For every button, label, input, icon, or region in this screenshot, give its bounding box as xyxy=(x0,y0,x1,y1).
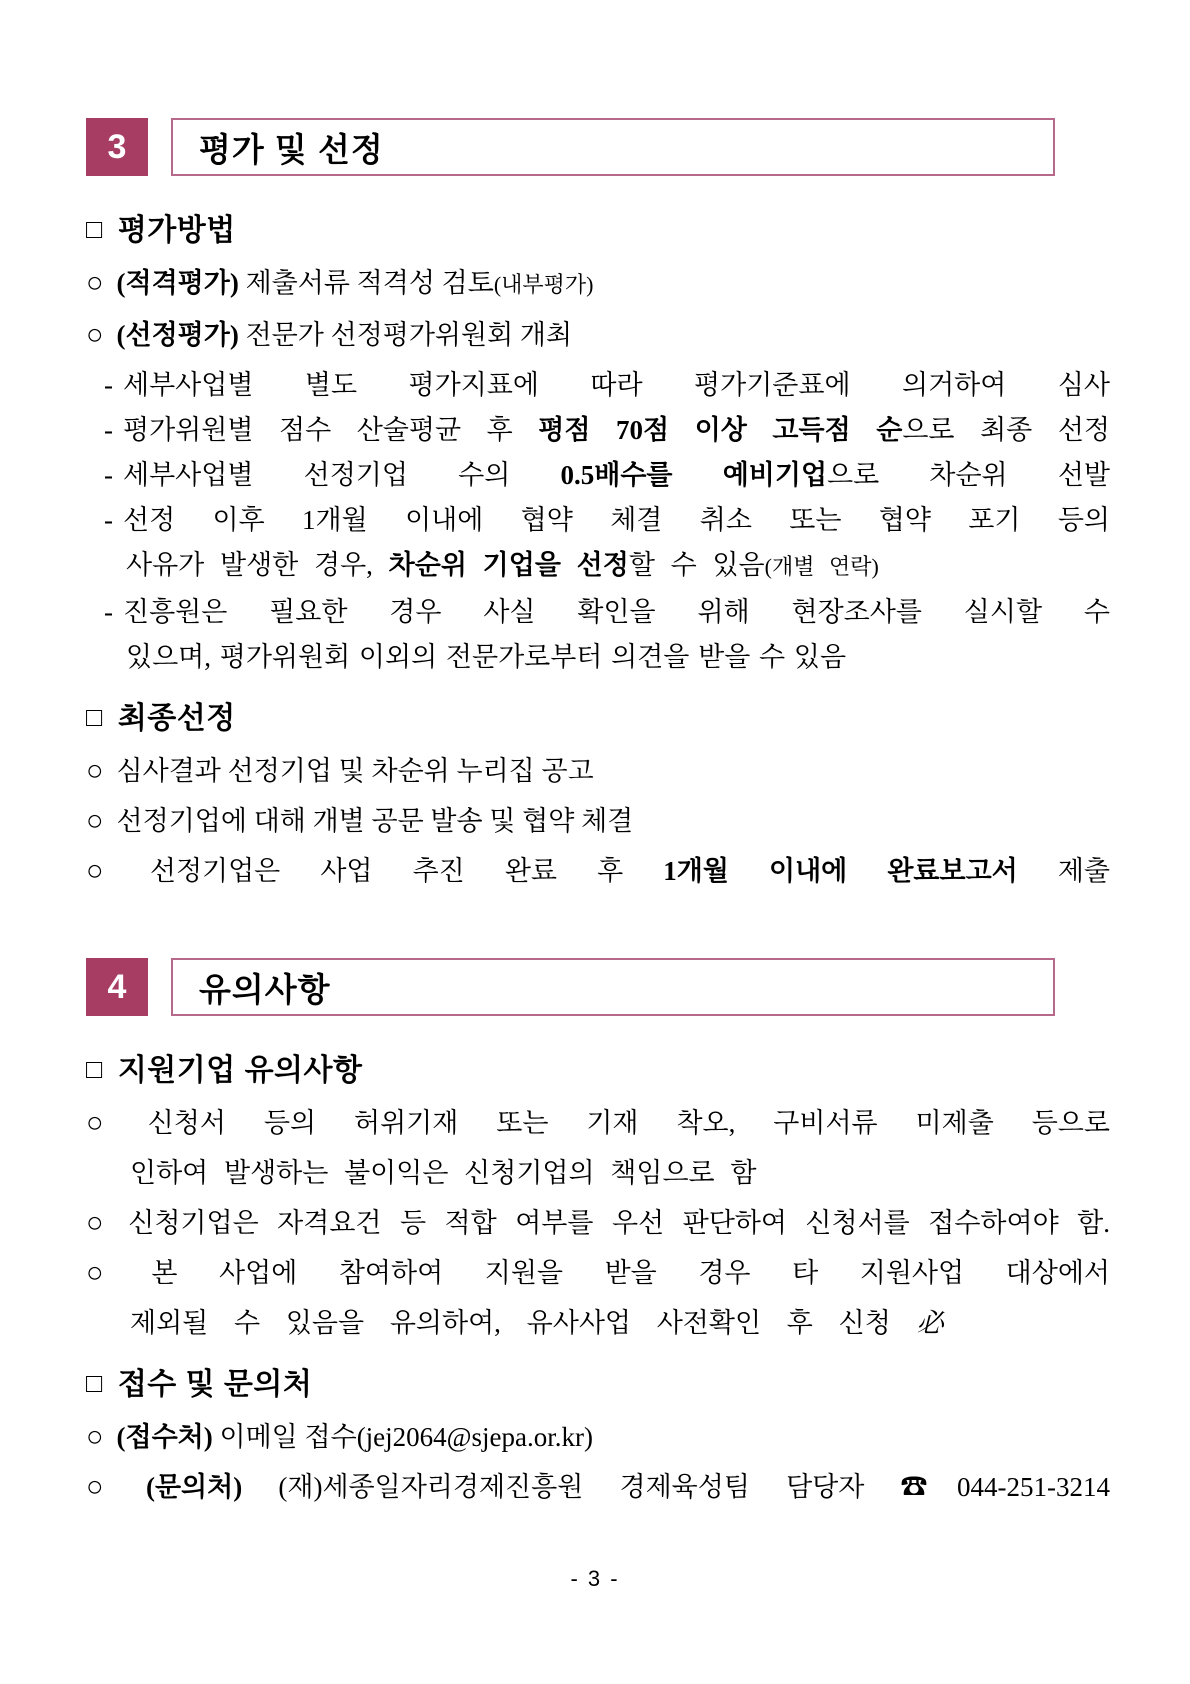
dash-bullet-icon: - xyxy=(104,415,113,445)
circle-bullet-icon: ○ xyxy=(86,1257,139,1289)
item-bold-text: 0.5배수를 예비기업 xyxy=(560,460,828,490)
item-text: 평가위원별 점수 산술평균 후 xyxy=(123,415,539,445)
square-marker-icon: □ xyxy=(86,1054,103,1084)
circle-bullet-icon: ○ xyxy=(86,855,137,887)
section4-header xyxy=(86,958,1110,1016)
list-item-receipt xyxy=(86,1420,1110,1454)
list-item-announce xyxy=(86,754,1110,788)
item-text: 심사결과 선정기업 및 차순위 누리집 공고 xyxy=(116,756,594,786)
section-title: 평가 및 선정 xyxy=(199,130,384,168)
item-bold-text: 평점 70점 이상 고득점 순 xyxy=(538,415,903,445)
subsection-heading-label: 지원기업 유의사항 xyxy=(117,1054,363,1087)
section-title-box xyxy=(171,118,1055,176)
dash-bullet-icon: - xyxy=(104,505,113,535)
list-item-sitecheck-line2 xyxy=(86,640,1110,674)
item-bold-text: 차순위 기업을 선정 xyxy=(388,550,629,580)
item-bold-label: (접수처) xyxy=(116,1422,213,1452)
circle-bullet-icon: ○ xyxy=(86,1207,116,1239)
subsection-heading-label: 접수 및 문의처 xyxy=(117,1368,313,1401)
item-small-note: (개별 연락) xyxy=(764,554,879,579)
circle-bullet-icon: ○ xyxy=(86,267,104,299)
page-number: - 3 - xyxy=(570,1566,620,1591)
section3-header xyxy=(86,118,1110,176)
item-text: 으로 최종 선정 xyxy=(902,415,1110,445)
item-text: 으로 차순위 선발 xyxy=(827,460,1111,490)
subsection-heading-company-notes xyxy=(86,1052,1110,1090)
subsection-heading-label: 평가방법 xyxy=(117,214,236,247)
item-text: 진흥원은 필요한 경우 사실 확인을 위해 현장조사를 실시할 수 xyxy=(123,597,1110,627)
list-item-suitability-eval xyxy=(86,266,1110,302)
list-item-score xyxy=(86,413,1110,447)
subsection-heading-contact xyxy=(86,1366,1110,1404)
item-bold-label: (문의처) xyxy=(145,1472,243,1502)
item-text: 선정기업은 사업 추진 완료 후 xyxy=(149,856,664,886)
dash-bullet-icon: - xyxy=(104,597,113,627)
square-marker-icon: □ xyxy=(86,702,103,732)
circle-bullet-icon: ○ xyxy=(86,1471,133,1503)
circle-bullet-icon: ○ xyxy=(86,755,104,787)
list-item-selection-eval xyxy=(86,318,1110,352)
dash-bullet-icon: - xyxy=(104,370,113,400)
phone-number: 044-251-3214 xyxy=(957,1472,1110,1502)
subsection-heading-final-selection xyxy=(86,700,1110,738)
item-small-note: (내부평가) xyxy=(493,272,594,297)
section-number-badge: 4 xyxy=(86,958,148,1016)
list-item-cancel-line2 xyxy=(86,548,1110,584)
list-item-other-programs-line2 xyxy=(86,1306,1110,1340)
item-text: 제출서류 적격성 검토 xyxy=(238,268,494,298)
item-text: 세부사업별 별도 평가지표에 따라 평가기준표에 의거하여 심사 xyxy=(123,370,1110,400)
item-text: 인하여 발생하는 불이익은 신청기업의 책임으로 함 xyxy=(130,1158,757,1188)
item-text: 선정기업에 대해 개별 공문 발송 및 협약 체결 xyxy=(116,806,634,836)
email-text: (jej2064@sjepa.or.kr) xyxy=(356,1422,593,1452)
item-text: 신청서 등의 허위기재 또는 기재 착오, 구비서류 미제출 등으로 xyxy=(147,1108,1110,1138)
item-text: 사유가 발생한 경우, xyxy=(126,550,389,580)
item-text: 할 수 있음 xyxy=(628,550,765,580)
item-italic-text: 必 xyxy=(916,1308,944,1338)
list-item-false-entry-line2 xyxy=(86,1156,1110,1190)
list-item-sitecheck-line1 xyxy=(86,595,1110,629)
item-text: 선정 이후 1개월 이내에 협약 체결 취소 또는 협약 포기 등의 xyxy=(123,505,1110,535)
subsection-heading-eval-method xyxy=(86,212,1110,250)
list-item-cancel-line1 xyxy=(86,503,1110,537)
square-marker-icon: □ xyxy=(86,1368,103,1398)
circle-bullet-icon: ○ xyxy=(86,1107,135,1139)
item-text: 세부사업별 선정기업 수의 xyxy=(123,460,561,490)
section-title-box xyxy=(171,958,1055,1016)
list-item-eligibility xyxy=(86,1206,1110,1240)
phone-icon: ☎ xyxy=(900,1472,957,1502)
square-marker-icon: □ xyxy=(86,214,103,244)
item-text: 있으며, 평가위원회 이외의 전문가로부터 의견을 받을 수 있음 xyxy=(126,642,847,672)
list-item-reserve xyxy=(86,458,1110,492)
list-item-other-programs-line1 xyxy=(86,1256,1110,1290)
list-item-report xyxy=(86,854,1110,888)
item-text: 제출 xyxy=(1017,856,1110,886)
circle-bullet-icon: ○ xyxy=(86,319,104,351)
circle-bullet-icon: ○ xyxy=(86,805,104,837)
item-bold-label: (선정평가) xyxy=(116,320,239,350)
section-number-badge: 3 xyxy=(86,118,148,176)
dash-bullet-icon: - xyxy=(104,460,113,490)
item-text: 본 사업에 참여하여 지원을 받을 경우 타 지원사업 대상에서 xyxy=(151,1258,1110,1288)
item-bold-text: 1개월 이내에 완료보고서 xyxy=(663,856,1018,886)
list-item-criteria xyxy=(86,368,1110,402)
item-text: 신청기업은 자격요건 등 적합 여부를 우선 판단하여 신청서를 접수하여야 함. xyxy=(128,1208,1110,1238)
list-item-agreement xyxy=(86,804,1110,838)
item-text: 이메일 접수 xyxy=(212,1422,357,1452)
item-text: (재)세종일자리경제진흥원 경제육성팀 담당자 xyxy=(242,1472,901,1502)
list-item-inquiry xyxy=(86,1470,1110,1504)
section-title: 유의사항 xyxy=(199,970,331,1008)
subsection-heading-label: 최종선정 xyxy=(117,702,236,735)
item-text: 제외될 수 있음을 유의하여, 유사사업 사전확인 후 신청 xyxy=(130,1308,917,1338)
list-item-false-entry-line1 xyxy=(86,1106,1110,1140)
circle-bullet-icon: ○ xyxy=(86,1421,104,1453)
item-text: 전문가 선정평가위원회 개최 xyxy=(238,320,573,350)
item-bold-label: (적격평가) xyxy=(116,268,239,298)
